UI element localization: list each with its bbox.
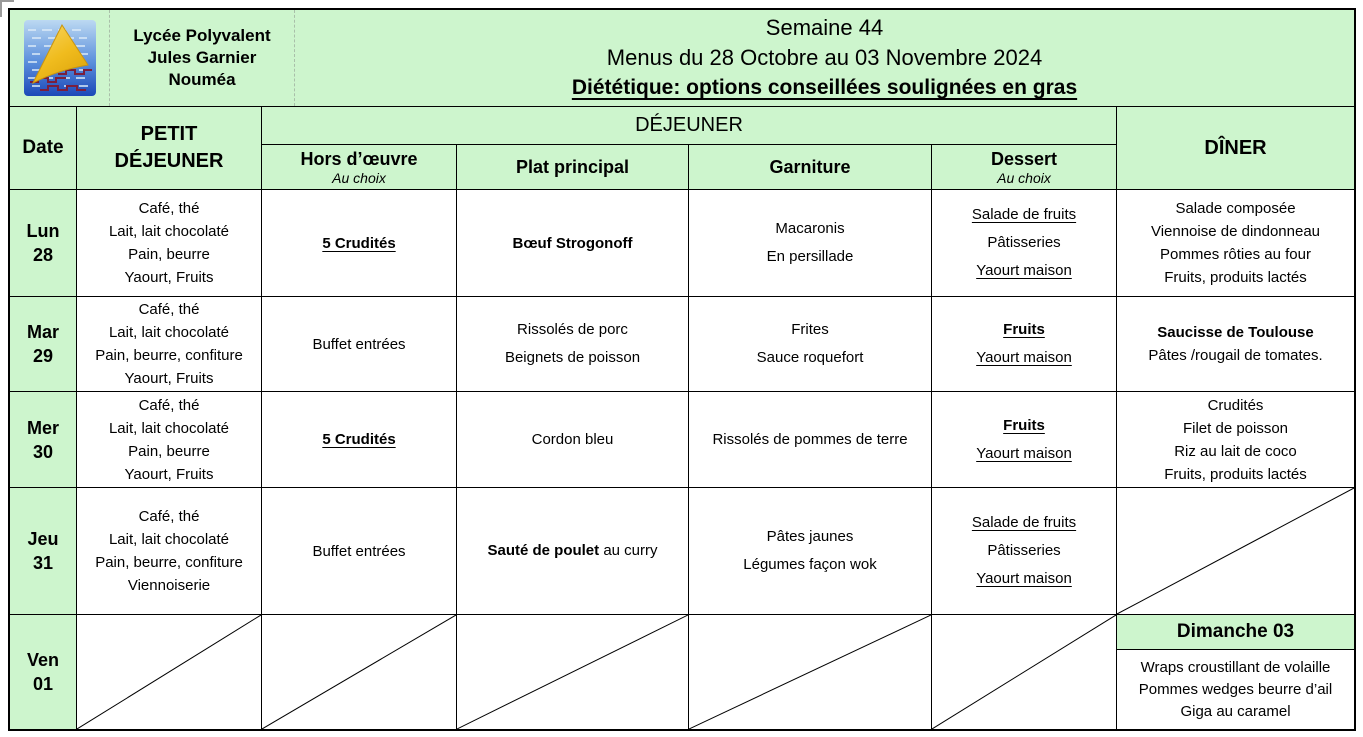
week-title: Semaine 44	[765, 15, 884, 40]
menu-line: Rissolés de porc	[517, 321, 628, 338]
col-header-breakfast	[77, 107, 262, 190]
sunday-dinner-cell	[1117, 615, 1354, 729]
col-header-dessert	[932, 145, 1117, 190]
menu-line: Café, thé	[138, 301, 200, 318]
menu-line: Lait, lait chocolaté	[108, 324, 230, 341]
breakfast-cell-ven-empty	[77, 615, 262, 729]
day-number: 29	[32, 346, 54, 366]
menu-line: Pâtisseries	[987, 234, 1061, 251]
dinner-cell-mar	[1117, 297, 1354, 392]
menu-line: Yaourt, Fruits	[124, 370, 214, 387]
menu-line: Pâtes /rougail de tomates.	[1148, 347, 1323, 364]
logo-box	[10, 10, 110, 106]
date-cell-jeu-31	[10, 488, 77, 615]
col-header-hors-label: Hors d’œuvre	[300, 148, 418, 169]
menu-line: Beignets de poisson	[504, 349, 641, 366]
menu-line: Buffet entrées	[312, 542, 406, 560]
menu-line: Pommes rôties au four	[1160, 246, 1311, 263]
menu-line-recommended: Salade de fruits	[971, 514, 1077, 531]
menu-line: Rissolés de pommes de terre	[712, 431, 908, 448]
diagonal-slash-icon	[1117, 488, 1354, 614]
col-header-hors-doeuvre	[262, 145, 457, 190]
weekly-menu-table	[8, 8, 1356, 731]
date-cell-mer-30	[10, 392, 77, 488]
plat-cell-jeu	[457, 488, 689, 615]
day-name: Jeu	[27, 529, 59, 549]
menu-line: Cordon bleu	[531, 431, 614, 448]
menu-line: Lait, lait chocolaté	[108, 531, 230, 548]
menu-line-recommended: Yaourt maison	[976, 444, 1072, 462]
menu-line: Pâtisseries	[987, 542, 1061, 559]
dessert-cell-jeu	[932, 488, 1117, 615]
dinner-cell-jeu-empty	[1117, 488, 1354, 615]
dessert-cell-mar	[932, 297, 1117, 392]
menu-line: Café, thé	[138, 396, 200, 414]
date-cell-lun-28	[10, 190, 77, 297]
menu-line: Macaronis	[775, 220, 845, 237]
menu-line-recommended: Fruits	[1003, 416, 1045, 434]
menu-line-recommended: 5 Crudités	[322, 234, 396, 252]
menu-line: Pâtes jaunes	[766, 528, 854, 545]
menu-line: Pain, beurre	[128, 442, 210, 460]
col-header-dessert-label: Dessert	[990, 148, 1058, 169]
diagonal-slash-icon	[457, 615, 688, 729]
menu-line: Yaourt, Fruits	[124, 269, 214, 286]
dessert-cell-mer	[932, 392, 1117, 488]
breakfast-cell-jeu	[77, 488, 262, 615]
menu-line: Pain, beurre, confiture	[95, 347, 243, 364]
date-cell-mar-29	[10, 297, 77, 392]
school-name-line: Nouméa	[168, 70, 236, 89]
menu-line: Sauce roquefort	[756, 349, 864, 366]
date-cell-ven-01	[10, 615, 77, 729]
menu-line	[487, 541, 657, 561]
school-name-line: Lycée Polyvalent	[133, 26, 271, 45]
menu-line: Pain, beurre	[128, 246, 210, 263]
col-header-breakfast-line: PETIT	[140, 123, 198, 145]
menu-line: Lait, lait chocolaté	[108, 223, 230, 240]
menu-line-recommended: Yaourt maison	[976, 349, 1072, 366]
col-header-dessert-note: Au choix	[997, 169, 1051, 186]
col-header-lunch: DÉJEUNER	[262, 107, 1117, 145]
menu-line: Frites	[791, 321, 829, 338]
menu-line-recommended: Fruits	[1003, 321, 1045, 338]
dessert-cell-ven-empty	[932, 615, 1117, 729]
menu-line: Pommes wedges beurre d’ail	[1138, 680, 1333, 698]
col-header-hors-note: Au choix	[332, 169, 386, 186]
menu-line-recommended: Yaourt maison	[976, 570, 1072, 587]
col-header-plat: Plat principal	[457, 145, 689, 190]
col-header-date: Date	[10, 107, 77, 190]
col-header-garniture: Garniture	[689, 145, 932, 190]
hors-cell-ven-empty	[262, 615, 457, 729]
breakfast-cell-mer	[77, 392, 262, 488]
menu-title	[295, 10, 1354, 106]
menu-line-recommended: Yaourt maison	[976, 262, 1072, 279]
menu-line: Giga au caramel	[1180, 702, 1291, 720]
diagonal-slash-icon	[262, 615, 456, 729]
day-number: 30	[32, 441, 54, 462]
garniture-cell-lun	[689, 190, 932, 297]
dinner-cell-mer	[1117, 392, 1354, 488]
menu-line-recommended: 5 Crudités	[322, 431, 396, 448]
garniture-cell-ven-empty	[689, 615, 932, 729]
diagonal-slash-icon	[689, 615, 931, 729]
menu-line-recommended: Salade de fruits	[971, 206, 1077, 223]
menu-line: Riz au lait de coco	[1174, 442, 1297, 460]
diagonal-slash-icon	[77, 615, 261, 729]
menu-line: Bœuf Strogonoff	[512, 234, 633, 252]
day-name: Ven	[26, 650, 60, 670]
hors-cell-jeu	[262, 488, 457, 615]
garniture-cell-jeu	[689, 488, 932, 615]
menu-line-recommended: Saucisse de Toulouse	[1157, 324, 1314, 341]
dessert-cell-lun	[932, 190, 1117, 297]
menu-line-recommended: Sauté de poulet	[487, 542, 600, 559]
menu-line: Yaourt, Fruits	[124, 465, 214, 483]
col-header-dinner: DÎNER	[1117, 107, 1354, 190]
day-name: Lun	[26, 221, 60, 241]
menu-line: Wraps croustillant de volaille	[1140, 658, 1331, 676]
day-name: Mar	[26, 322, 59, 342]
date-range-title: Menus du 28 Octobre au 03 Novembre 2024	[606, 45, 1043, 70]
garniture-cell-mar	[689, 297, 932, 392]
school-logo-icon	[24, 20, 96, 96]
school-name	[110, 10, 295, 106]
menu-line: Viennoiserie	[127, 577, 211, 594]
plat-cell-mer	[457, 392, 689, 488]
day-name: Mer	[26, 417, 59, 438]
menu-line: Fruits, produits lactés	[1164, 465, 1307, 483]
diet-note: Diététique: options conseillées soulignées en gras	[571, 76, 1078, 99]
menu-line: Filet de poisson	[1182, 419, 1289, 437]
menu-line-suffix: au curry	[603, 542, 658, 559]
menu-line: Café, thé	[138, 508, 200, 525]
hors-cell-mer	[262, 392, 457, 488]
hors-cell-mar	[262, 297, 457, 392]
menu-line: Salade composée	[1175, 200, 1296, 217]
plat-cell-lun	[457, 190, 689, 297]
breakfast-cell-lun	[77, 190, 262, 297]
menu-line: En persillade	[766, 248, 854, 265]
col-header-breakfast-line: DÉJEUNER	[114, 150, 224, 172]
hors-cell-lun	[262, 190, 457, 297]
day-number: 01	[32, 674, 54, 694]
plat-cell-ven-empty	[457, 615, 689, 729]
menu-line: Légumes façon wok	[743, 556, 877, 573]
plat-cell-mar	[457, 297, 689, 392]
menu-line: Fruits, produits lactés	[1164, 269, 1307, 286]
sunday-header: Dimanche 03	[1117, 615, 1354, 650]
garniture-cell-mer	[689, 392, 932, 488]
sunday-menu	[1117, 650, 1354, 729]
menu-line: Viennoise de dindonneau	[1150, 223, 1321, 240]
menu-line: Lait, lait chocolaté	[108, 419, 230, 437]
day-number: 31	[32, 553, 54, 573]
dinner-cell-lun	[1117, 190, 1354, 297]
day-number: 28	[32, 245, 54, 265]
diagonal-slash-icon	[932, 615, 1116, 729]
menu-line: Crudités	[1207, 396, 1264, 414]
menu-line: Buffet entrées	[312, 335, 406, 353]
menu-line: Pain, beurre, confiture	[95, 554, 243, 571]
breakfast-cell-mar	[77, 297, 262, 392]
top-header-band	[10, 10, 1354, 107]
school-name-line: Jules Garnier	[147, 48, 257, 67]
menu-line: Café, thé	[138, 200, 200, 217]
